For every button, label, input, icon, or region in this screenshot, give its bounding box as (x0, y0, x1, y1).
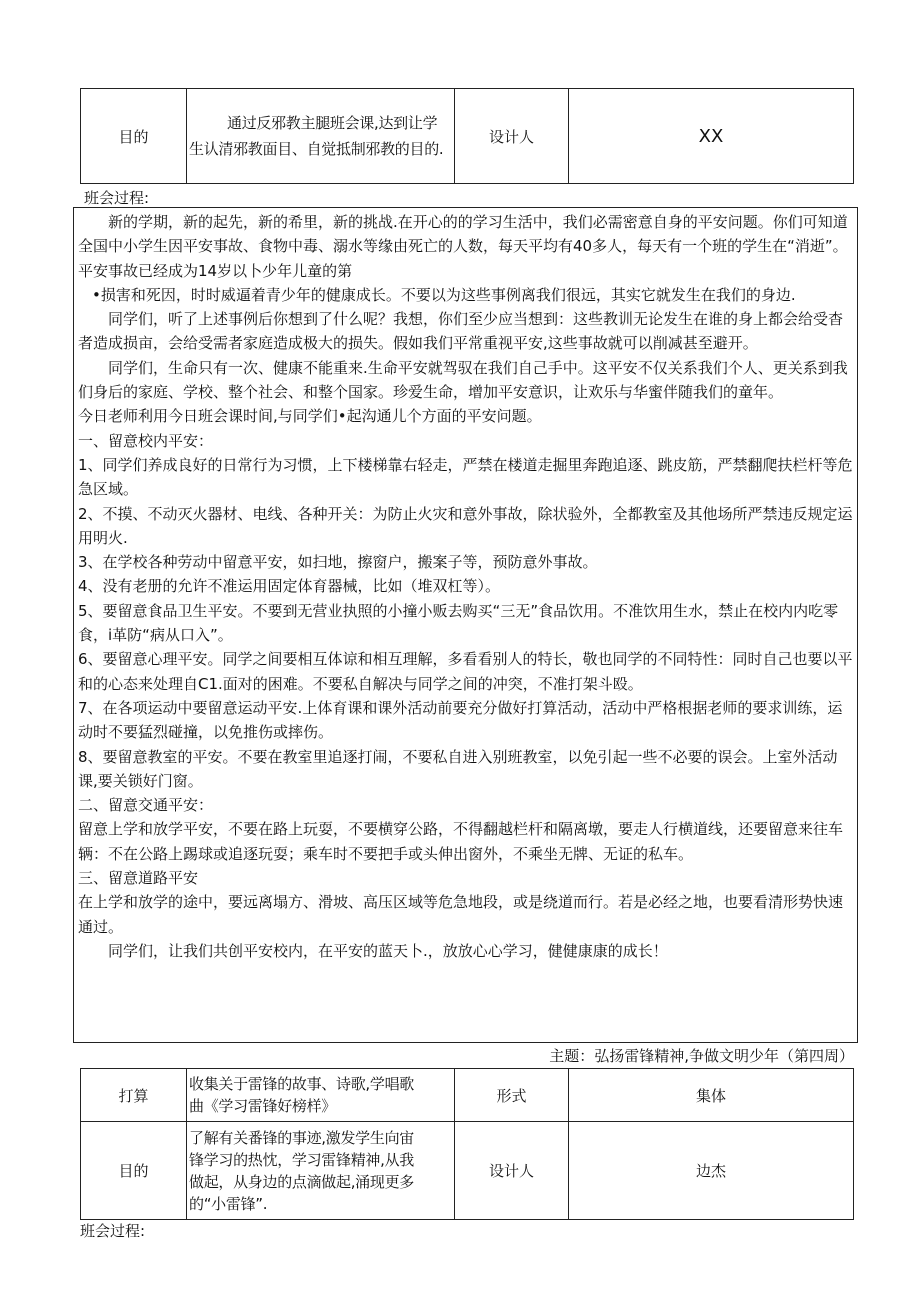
list-item: 8、要留意教室的平安。不要在教室里追逐打闹，不要私自进入别班教室，以免引起一些不必要的误会。上室外活动课,要关锁好门窗。 (78, 747, 838, 790)
purpose-text-cell (187, 89, 455, 184)
plan-line-2: 曲《学习雷锋好榜样》 (189, 1097, 337, 1115)
list-item: 6、要留意心理平安。同学之间要相互体谅和相互理解，多看看别人的特长，敬也同学的不同特性：同时自己也要以平和的心态来处理自C1.面对的困难。不要私自解决与同学之间的冲突，不准打架斗殴。 (78, 650, 853, 693)
theme-line: 主题：弘扬雷锋精神,争做文明少年（第四周） (549, 1047, 854, 1065)
form-value-cell (569, 1069, 854, 1122)
purpose-line-1: 通过反邪教主腿班会课,达到让学 (227, 114, 438, 132)
section-heading: 一、留意校内平安： (78, 431, 214, 450)
form-label-cell (455, 1069, 569, 1122)
plan-label: 打算 (118, 1086, 149, 1105)
plan-text (187, 1073, 454, 1117)
designer-label: 设计人 (488, 127, 534, 146)
list-item: 3、在学校各种劳动中留意平安，如扫地，擦窗户，搬案子等，预防意外事故。 (78, 553, 598, 572)
purpose-text (187, 110, 454, 162)
section-heading: 三、留意道路平安 (78, 869, 199, 888)
bottom-info-table (80, 1068, 854, 1220)
section-heading: 二、留意交通平安： (78, 796, 214, 815)
purpose-text-cell-2 (187, 1122, 455, 1220)
purpose-line-2: 生认清邪教面目、自觉抵制邪教的目的. (189, 140, 444, 158)
designer-value-cell (569, 89, 854, 184)
paragraph: 今日老师利用今日班会课时间,与同学们•起沟通儿个方面的平安问题。 (78, 407, 542, 426)
purpose-label: 目的 (118, 127, 149, 146)
list-item: 4、没有老册的允许不准运用固定体育器械，比如（堆双杠等）。 (78, 577, 501, 596)
purpose-line: 做起，从身边的点滴做起,涌现更多 (189, 1172, 414, 1191)
paragraph: 新的学期，新的起先，新的希里，新的挑战.在开心的的学习生活中，我们必需密意自身的平安问题。你们可知道全国中小学生因平安事故、食物中毒、溺水等缘由死亡的人数，每天平均有40多人，每天有一个班的学生在“消逝”。平安事故已经成为14岁以卜少年儿童的第 (78, 213, 848, 280)
plan-line-1: 收集关于雷锋的故事、诗歌,学唱歌 (189, 1075, 414, 1093)
paragraph: 同学们，听了上述事例后你想到了什么呢？我想，你们至少应当想到：这些教训无论发生在谁的身上都会给受杳者造成损亩，会给受需者家庭造成极大的损失。假如我们平常重视平安,这些事故就可以削减甚至避开。 (78, 310, 844, 353)
designer-label-cell (455, 89, 569, 184)
plan-label-cell (81, 1069, 187, 1122)
process-content (73, 207, 858, 1043)
plan-text-cell (187, 1069, 455, 1122)
list-item: 7、在各项运动中要留意运动平安.上体育课和课外活动前要充分做好打算活动，活动中严格根据老师的要求训练，运动时不要猛烈碰撞，以免推伤或摔伤。 (78, 698, 843, 742)
purpose-text-2 (187, 1127, 454, 1215)
process-label-2: 班会过程: (80, 1222, 146, 1240)
list-item: 5、要留意食品卫生平安。不要到无营业执照的小撞小贩去购买“三无”食品饮用。不准饮用生水，禁止在校内内吃零食，i革防“病从口入”。 (78, 601, 839, 645)
purpose-label-cell (81, 89, 187, 184)
purpose-label-2: 目的 (118, 1162, 149, 1180)
designer-value: XX (698, 125, 724, 147)
process-label: 班会过程: (84, 189, 150, 207)
designer-label-cell-2 (455, 1122, 569, 1220)
form-value: 集体 (695, 1086, 726, 1105)
paragraph: 在上学和放学的途中，要远离塌方、滑坡、高压区域等危急地段，或是绕道而行。若是必经之地，也要看清形势快速通过。 (78, 893, 844, 936)
purpose-line: 了解有关番锋的事迹,激发学生向宙 (189, 1128, 414, 1147)
purpose-line: 的“小雷锋”. (189, 1194, 268, 1213)
list-item: 1、同学们养成良好的日常行为习惯，上下楼梯靠右轻走，严禁在楼道走掘里奔跑追逐、跳皮筋，严禁翻爬扶栏杆等危急区域。 (78, 455, 853, 499)
list-item: 2、不摸、不动灭火器材、电线、各种开关：为防止火灾和意外事故，除状验外，全都教室及其他场所严禁违反规定运用明火. (78, 504, 853, 547)
paragraph: 留意上学和放学平安，不要在路上玩耍，不要横穿公路，不得翻越栏杆和隔离墩，要走人行横道线，还要留意来往车辆：不在公路上踢球或追逐玩耍；乘车时不要把手或头伸出窗外，不乘坐无牌、无证的私车。 (78, 820, 844, 863)
designer-label-2: 设计人 (488, 1162, 534, 1180)
form-label: 形式 (496, 1086, 527, 1105)
purpose-line: 锋学习的热忱，学习雷锋精神,从我 (189, 1150, 414, 1169)
purpose-label-cell-2 (81, 1122, 187, 1220)
closing-paragraph: 同学们，让我们共创平安校内，在平安的蓝天卜.，放放心心学习，健健康康的成长！ (108, 941, 668, 960)
top-info-table (80, 88, 854, 184)
designer-value-cell-2 (569, 1122, 854, 1220)
paragraph: 同学们，生命只有一次、健康不能重来.生命平安就驾驭在我们自己手中。这平安不仅关系我们个人、更关系到我们身后的家庭、学校、整个社会、和整个国家。珍爱生命，增加平安意识，让欢乐与华蜜伴随我们的童年。 (78, 358, 848, 402)
designer-value-2: 边杰 (695, 1162, 726, 1180)
paragraph: •损害和死因，时时威逼着青少年的健康成长。不要以为这些事例离我们很远，其实它就发生在我们的身边. (92, 285, 796, 304)
